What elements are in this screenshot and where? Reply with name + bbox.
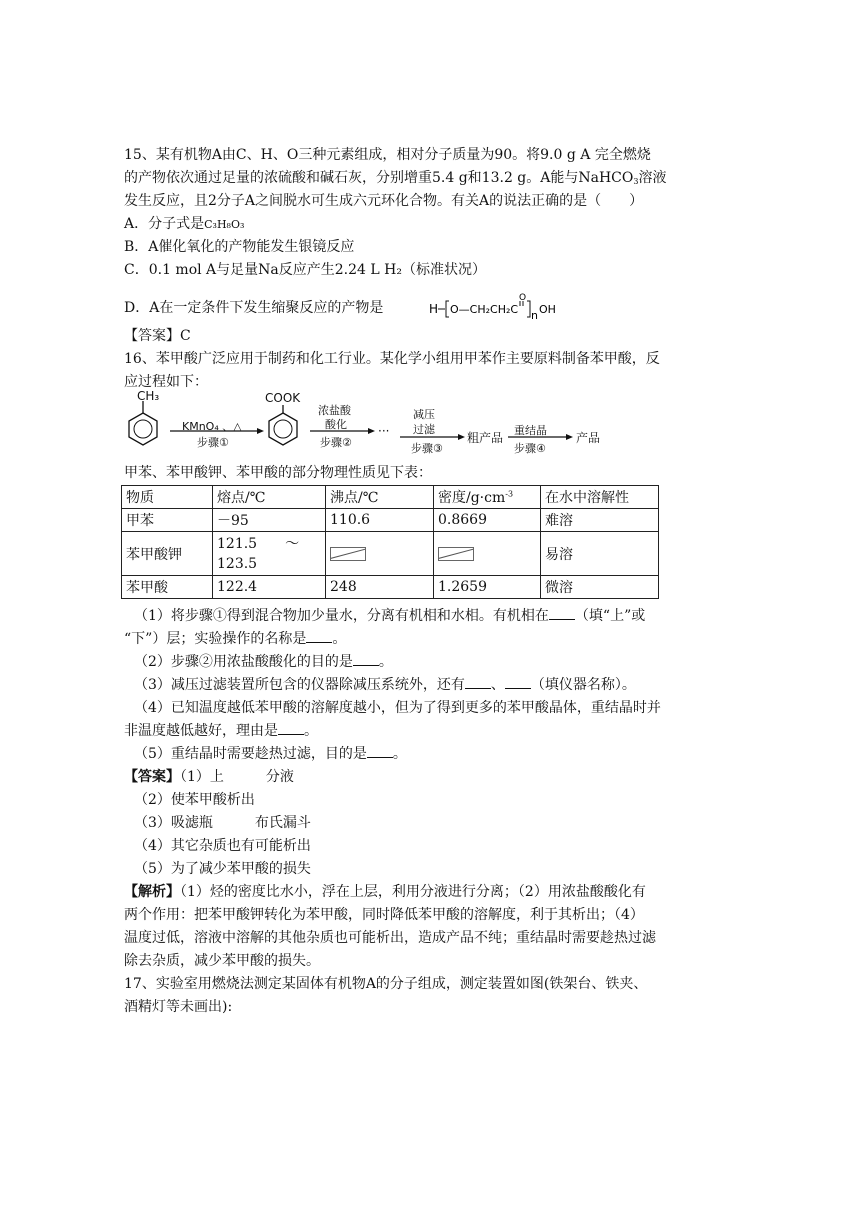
q16-answer-4: （4）其它杂质也有可能析出 (134, 838, 311, 854)
table-row (122, 576, 659, 599)
answer-blank[interactable] (367, 745, 393, 758)
reaction-scheme (124, 389, 644, 459)
q16-line-1: 16、苯甲酸广泛应用于制药和化工行业。某化学小组用甲苯作主要原料制备苯甲酸，反 (124, 351, 660, 367)
q16-sub-1-b: “下”）层；实验操作的名称是 。 (124, 631, 347, 647)
q16-sub-4-b: 非温度越低越好，理由是 。 (124, 723, 318, 739)
q16-answer-3: （3）吸滤瓶 布氏漏斗 (134, 815, 311, 831)
table-cell: －95 (213, 509, 326, 532)
answer-blank[interactable] (353, 653, 379, 666)
table-header-cell: 物质 (122, 486, 213, 509)
ellipsis-label: ··· (378, 424, 390, 438)
reagent-2-bottom-label: 酸化 (325, 418, 347, 431)
table-cell (434, 532, 541, 576)
q15-line-1: 15、某有机物A由C、H、O三种元素组成，相对分子质量为90。将9.0 g A 完全燃烧 (124, 147, 651, 163)
q16-sub-2: （2）步骤②用浓盐酸酸化的目的是 。 (134, 654, 393, 670)
q16-analysis-4: 除去杂质，减少苯甲酸的损失。 (124, 953, 320, 969)
answer-blank[interactable] (505, 676, 531, 689)
q16-analysis-1: 【解析】（1）烃的密度比水小，浮在上层，利用分液进行分离；（2）用浓盐酸酸化有 (124, 884, 646, 900)
q16-sub-3: （3）减压过滤装置所包含的仪器除减压系统外，还有 、 （填仪器名称）。 (134, 677, 636, 693)
step-2-label: 步骤② (320, 436, 352, 449)
q16-answer-5: （5）为了减少苯甲酸的损失 (134, 861, 311, 877)
carboxylate-group-label: COOK (265, 391, 301, 405)
table-cell: 甲苯 (122, 509, 213, 532)
table-header-cell: 沸点/℃ (326, 486, 434, 509)
q16-sub-4-a: （4）已知温度越低苯甲酸的溶解度越小，但为了得到更多的苯甲酸晶体，重结晶时并 (134, 700, 661, 716)
table-header-cell: 在水中溶解性 (541, 486, 659, 509)
q16-answer-2: （2）使苯甲酸析出 (134, 792, 255, 808)
step-4-label: 步骤④ (514, 442, 546, 455)
q15-line-3: 发生反应，且2分子A之间脱水可生成六元环化合物。有关A的说法正确的是（ ） (124, 193, 644, 209)
step-3-label: 步骤③ (411, 442, 443, 455)
table-header-row (122, 486, 659, 509)
crude-product-label: 粗产品 (467, 431, 504, 445)
answer-blank[interactable] (465, 676, 491, 689)
svg-text:O: O (519, 293, 527, 303)
benzoate-ring (269, 413, 297, 445)
q17-line-2: 酒精灯等未画出): (124, 999, 233, 1015)
table-cell (326, 532, 434, 576)
q16-analysis-3: 温度过低，溶液中溶解的其他杂质也可能析出，造成产品不纯；重结晶时需要趁热过滤 (124, 930, 656, 946)
svg-text:O—CH₂CH₂C: O—CH₂CH₂C (450, 303, 519, 316)
q15-option-b: B．A催化氧化的产物能发生银镜反应 (124, 239, 355, 255)
q15-line-2: 的产物依次通过足量的浓硫酸和碱石灰，分别增重5.4 g和13.2 g。A能与NaHCO$_3$溶液 (124, 170, 667, 186)
reagent-3-bottom-label: 过滤 (413, 423, 435, 436)
q15-answer: 【答案】C (124, 328, 191, 344)
step-1-label: 步骤① (197, 436, 229, 449)
toluene-ring (129, 413, 157, 445)
table-cell: 122.4 (213, 576, 326, 599)
methyl-group-label: CH₃ (137, 389, 160, 403)
table-cell: 难溶 (541, 509, 659, 532)
table-header-cell: 熔点/℃ (213, 486, 326, 509)
table-cell: 苯甲酸 (122, 576, 213, 599)
table-cell: 苯甲酸钾 (122, 532, 213, 576)
table-cell: 110.6 (326, 509, 434, 532)
not-applicable-mark (438, 547, 474, 561)
table-cell: 0.8669 (434, 509, 541, 532)
reagent-4-label: 重结晶 (514, 424, 547, 437)
polymer-structure (429, 292, 569, 325)
q16-answer-1: 【答案】（1）上 分液 (124, 769, 294, 785)
svg-text:OH: OH (539, 303, 556, 316)
not-applicable-mark (330, 547, 366, 561)
table-cell: 微溶 (541, 576, 659, 599)
table-cell: 121.5 ～ 123.5 (213, 532, 326, 576)
polymer-bracket-drawing (429, 292, 569, 322)
benzoate-aromatic-circle (274, 420, 292, 438)
q16-analysis-2: 两个作用：把苯甲酸钾转化为苯甲酸，同时降低苯甲酸的溶解度，利于其析出；（4） (124, 907, 644, 923)
q17-line-1: 17、实验室用燃烧法测定某固体有机物A的分子组成，测定装置如图(铁架台、铁夹、 (124, 976, 648, 992)
table-intro: 甲苯、苯甲酸钾、苯甲酸的部分物理性质见下表： (124, 465, 432, 481)
reagent-3-top-label: 减压 (413, 408, 435, 421)
properties-table (121, 485, 659, 599)
q15-option-d: D．A在一定条件下发生缩聚反应的产物是 (124, 300, 384, 316)
table-row (122, 509, 659, 532)
q15-option-c: C．0.1 mol A与足量Na反应产生2.24 L H₂（标准状况） (124, 262, 486, 278)
q16-sub-5: （5）重结晶时需要趁热过滤，目的是 。 (134, 746, 407, 762)
toluene-aromatic-circle (134, 420, 152, 438)
table-cell: 1.2659 (434, 576, 541, 599)
reagent-2-top-label: 浓盐酸 (318, 404, 351, 417)
table-row (122, 532, 659, 576)
table-cell: 248 (326, 576, 434, 599)
svg-text:H: H (429, 302, 439, 316)
q16-line-2: 应过程如下： (124, 374, 208, 390)
table-cell: 易溶 (541, 532, 659, 576)
svg-text:n: n (531, 309, 538, 322)
answer-blank[interactable] (278, 722, 304, 735)
q16-sub-1-a: （1）将步骤①得到混合物加少量水，分离有机相和水相。有机相在 （填“上”或 (134, 608, 646, 624)
reagent-1-label: KMnO₄ 、△ (182, 420, 242, 433)
table-header-cell: 密度$/g\cdot cm^{-3}$ (434, 486, 541, 509)
answer-blank[interactable] (549, 607, 575, 620)
q15-option-a: A．分子式是C₃H₈O₃ (124, 216, 245, 232)
answer-blank[interactable] (306, 630, 332, 643)
product-label: 产品 (576, 431, 601, 445)
